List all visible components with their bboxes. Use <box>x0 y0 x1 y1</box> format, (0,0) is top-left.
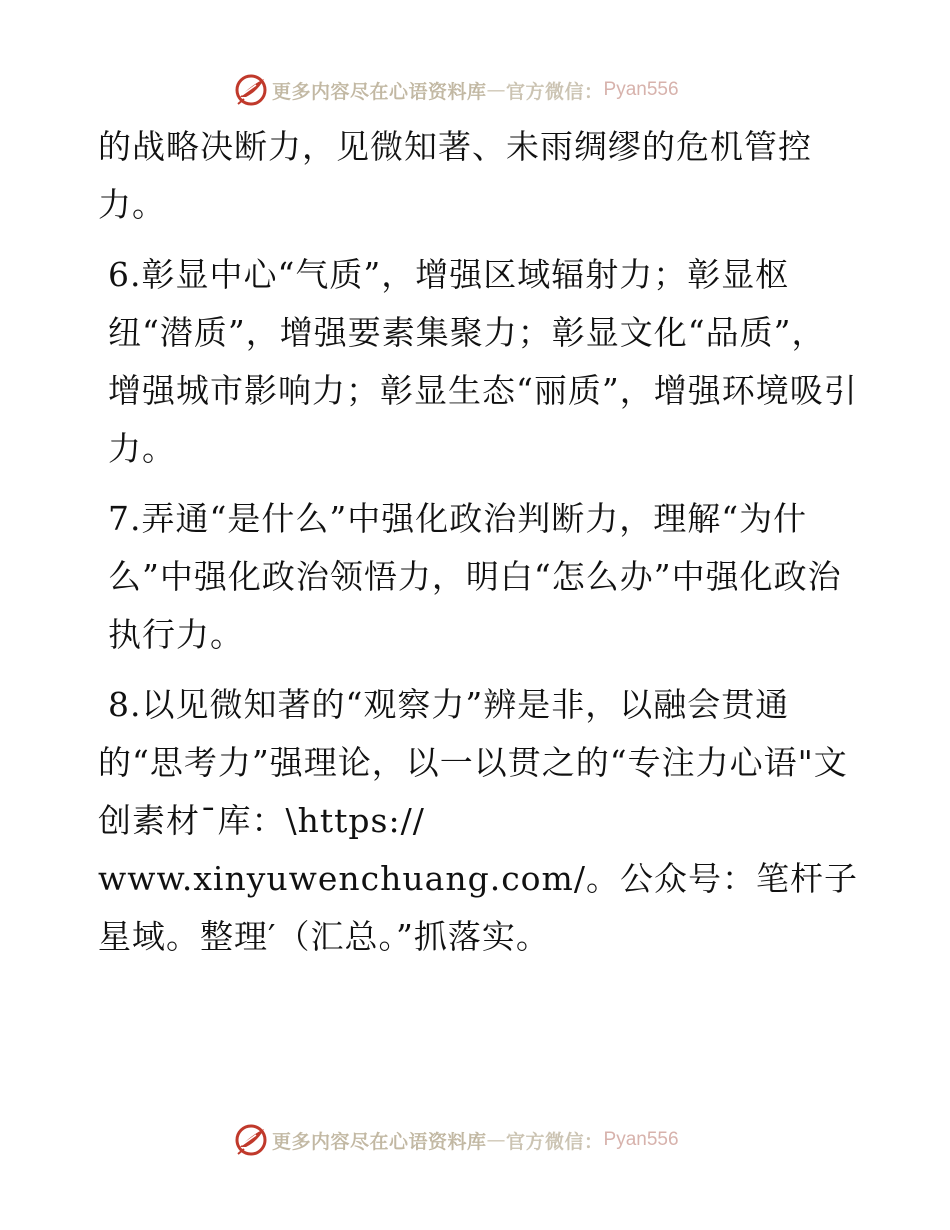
banner-main-text: 更多内容尽在心语资料库 <box>272 80 487 103</box>
document-body <box>98 118 858 978</box>
banner-wechat-label: 官方微信： <box>506 1130 604 1153</box>
feather-logo-icon <box>234 73 268 107</box>
paragraph-8-url: www.xinyuwenchuang.com/ <box>98 859 586 898</box>
paragraph-8-rest: 。公众号：笔杆子星域。整理′（汇总。”抓落实。 <box>98 859 858 956</box>
banner-dash: — <box>486 79 507 101</box>
paragraph-7: 7.弄通“是什么”中强化政治判断力，理解“为什么”中强化政治领悟力，明白“怎么办”中强化政治执行力。 <box>108 499 842 654</box>
banner-wechat-id: Pyan556 <box>603 79 679 100</box>
paragraph-8-text: 8.以见微知著的“观察力”辨是非，以融会贯通的“思考力”强理论，以一以贯之的“专注力心语"文创素材¯库：\https:// <box>98 685 848 840</box>
banner-main-text: 更多内容尽在心语资料库 <box>272 1130 487 1153</box>
banner-dash: — <box>486 1129 507 1151</box>
feather-logo-icon <box>234 1123 268 1157</box>
paragraph-1: 的战略决断力，见微知著、未雨绸缪的危机管控力。 <box>98 127 812 224</box>
paragraph-8 <box>98 676 858 966</box>
header-watermark-banner <box>234 72 679 108</box>
banner-wechat-id: Pyan556 <box>603 1129 679 1150</box>
paragraph-6: 6.彰显中心“气质”，增强区域辐射力；彰显枢纽“潜质”，增强要素集聚力；彰显文化“品质”，增强城市影响力；彰显生态“丽质”，增强环境吸引力。 <box>108 255 858 468</box>
footer-watermark-banner <box>234 1122 679 1158</box>
banner-wechat-label: 官方微信： <box>506 80 604 103</box>
